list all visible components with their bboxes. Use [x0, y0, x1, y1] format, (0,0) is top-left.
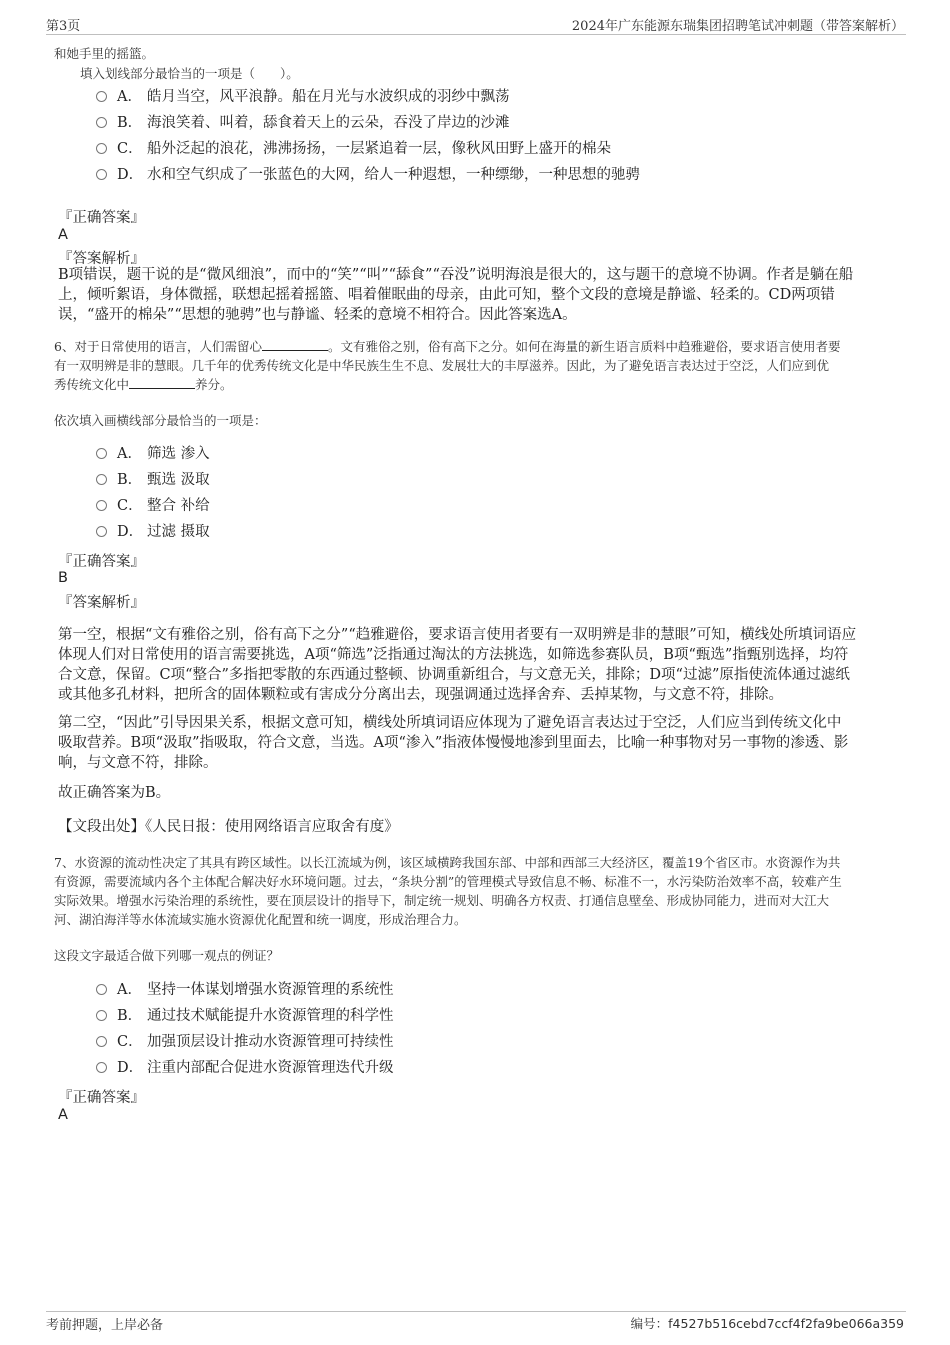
q5-answer-label: 『正确答案』 [58, 210, 145, 226]
fill-blank [262, 337, 328, 351]
fill-blank [129, 375, 195, 389]
radio-icon[interactable] [96, 526, 107, 537]
q6-answer-label: 『正确答案』 [58, 554, 145, 570]
footer-slogan: 考前押题，上岸必备 [46, 1318, 164, 1333]
document-title: 2024年广东能源东瑞集团招聘笔试冲刺题（带答案解析） [571, 19, 904, 34]
q7-answer-label: 『正确答案』 [58, 1090, 145, 1106]
radio-icon[interactable] [96, 1036, 107, 1047]
q5-prompt: 填入划线部分最恰当的一项是（ ）。 [80, 66, 299, 81]
q6-answer: B [58, 570, 68, 586]
q6-source: 【文段出处】《人民日报：使用网络语言应取舍有度》 [58, 819, 399, 835]
q7-answer: A [58, 1107, 68, 1123]
q6-option-c[interactable]: C． 整合 补给 [96, 495, 210, 517]
q6-option-b[interactable]: B． 甄选 汲取 [96, 469, 210, 491]
radio-icon[interactable] [96, 448, 107, 459]
footer-divider [46, 1311, 906, 1312]
q6-analysis-para1: 第一空，根据“文有雅俗之别，俗有高下之分”“趋雅避俗，要求语言使用者要有一双明辨是非的慧眼”可知，横线处所填词语应 体现人们对日常使用的语言需要挑选，A项“筛选”泛指通过淘汰的方法挑选，如筛选参赛队员，B项“甄选”指甄别选择，均符 合文意，保留。C项“整合”多指把零散的东西通过整顿、协调重新组合，与文意无关，排除；D项“过滤”原指使流体通过滤纸 或其他多孔材料，把所含的固体颗粒或有害成分分离出去，现强调通过选择舍弃、丢掉某物，与文意不符，排除。 [58, 627, 857, 703]
q5-answer: A [58, 227, 68, 243]
radio-icon[interactable] [96, 500, 107, 511]
q6-stem: 6、对于日常使用的语言，人们需留心 。文有雅俗之别，俗有高下之分。如何在海量的新生语言质料中趋雅避俗，要求语言使用者要 有一双明辨是非的慧眼。几千年的优秀传统文化是中华民族生生不息、发展壮大的丰厚滋养。因此，为了避免语言表达过于空泛，人们应到优 秀传统文化中 养分。 [54, 339, 841, 392]
q5-option-c[interactable]: C． 船外泛起的浪花，沸沸扬扬，一层紧追着一层，像秋风田野上盛开的棉朵 [96, 138, 611, 160]
q6-conclusion: 故正确答案为B。 [58, 785, 171, 801]
header-divider [46, 34, 906, 35]
radio-icon[interactable] [96, 474, 107, 485]
q5-analysis-label: 『答案解析』 [58, 251, 145, 267]
q7-prompt: 这段文字最适合做下列哪一观点的例证？ [54, 948, 280, 963]
q6-analysis-label: 『答案解析』 [58, 595, 145, 611]
q6-option-a[interactable]: A． 筛选 渗入 [96, 443, 210, 465]
q7-option-d[interactable]: D． 注重内部配合促进水资源管理迭代升级 [96, 1057, 394, 1079]
q5-option-b[interactable]: B． 海浪笑着、叫着，舔食着天上的云朵，吞没了岸边的沙滩 [96, 112, 510, 134]
q7-option-a[interactable]: A． 坚持一体谋划增强水资源管理的系统性 [96, 979, 394, 1001]
q5-intro-tail: 和她手里的摇篮。 [54, 46, 155, 61]
q6-analysis-para2: 第二空，“因此”引导因果关系，根据文意可知，横线处所填词语应体现为了避免语言表达过于空泛，人们应当到传统文化中 吸取营养。B项“汲取”指吸取，符合文意，当选。A项“渗入”指液体慢慢地渗到里面去，比喻一种事物对另一事物的渗透、影 响，与文意不符，排除。 [58, 715, 849, 771]
q6-prompt: 依次填入画横线部分最恰当的一项是： [54, 413, 267, 428]
radio-icon[interactable] [96, 169, 107, 180]
radio-icon[interactable] [96, 1010, 107, 1021]
q7-option-c[interactable]: C． 加强顶层设计推动水资源管理可持续性 [96, 1031, 394, 1053]
q6-option-d[interactable]: D． 过滤 摄取 [96, 521, 210, 543]
q5-option-d[interactable]: D． 水和空气织成了一张蓝色的大网，给人一种遐想，一种缥缈，一种思想的驰骋 [96, 164, 640, 186]
footer-code: 编号：f4527b516cebd7ccf4f2fa9be066a359 [630, 1316, 904, 1331]
q5-analysis: B项错误，题干说的是“微风细浪”，而中的“笑”“叫”“舔食”“吞没”说明海浪是很大的，这与题干的意境不协调。作者是躺在船 上，倾听絮语，身体微摇，联想起摇着摇篮、唱着催眠曲的母亲，由此可知，整个文段的意境是静谧、轻柔的。CD两项错 误，“盛开的棉朵”“思想的驰骋”也与静谧、轻柔的意境不相符合。因此答案选A。 [58, 267, 854, 323]
radio-icon[interactable] [96, 143, 107, 154]
radio-icon[interactable] [96, 117, 107, 128]
page-number: 第3页 [46, 19, 81, 34]
radio-icon[interactable] [96, 1062, 107, 1073]
radio-icon[interactable] [96, 91, 107, 102]
q5-option-a[interactable]: A． 皓月当空，风平浪静。船在月光与水波织成的羽纱中飘荡 [96, 86, 510, 108]
radio-icon[interactable] [96, 984, 107, 995]
q7-option-b[interactable]: B． 通过技术赋能提升水资源管理的科学性 [96, 1005, 394, 1027]
q7-stem: 7、水资源的流动性决定了其具有跨区域性。以长江流域为例，该区域横跨我国东部、中部和西部三大经济区，覆盖19个省区市。水资源作为共 有资源，需要流域内各个主体配合解决好水环境问题。过去，“条块分割”的管理模式导致信息不畅、标准不一，水污染防治效率不高，较难产生 实际效果。增强水污染治理的系统性，要在顶层设计的指导下，制定统一规划、明确各方权责、打通信息壁垒、形成协同能力，进而对大江大 河、湖泊海洋等水体流域实施水资源优化配置和统一调度，形成治理合力。 [54, 855, 842, 927]
